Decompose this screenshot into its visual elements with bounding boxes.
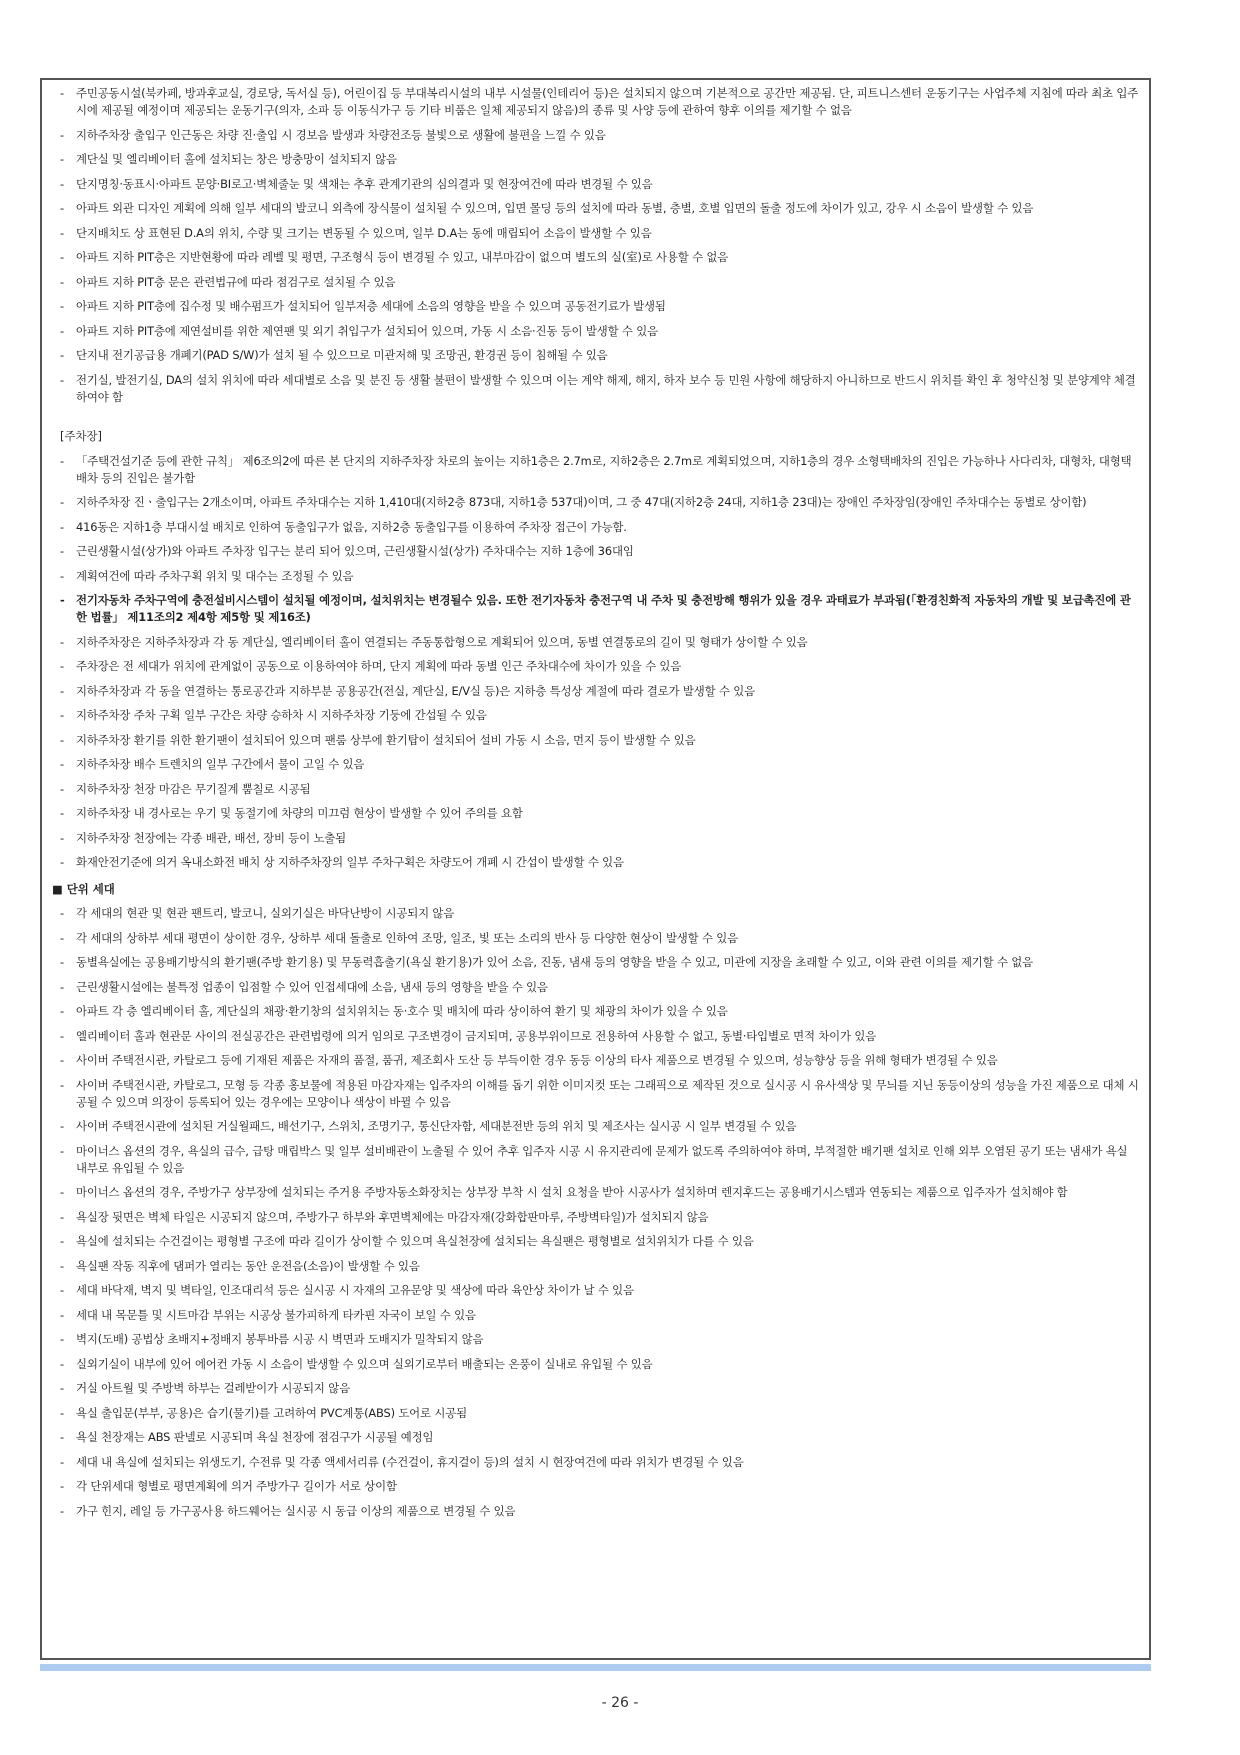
notice-text: 전기자동차 주차구역에 충전설비시스템이 설치될 예정이며, 설치위치는 변경될수 있음. 또한 전기자동차 충전구역 내 주차 및 충전방해 행위가 있을 경우 과태료가 부과됨(「환경친화적 자동차의 개발 및 보급촉진에 관한 법률」 제11조의2 제4항 제5항 및 제16조) — [76, 593, 1131, 624]
bullet-dash: - — [60, 1258, 64, 1273]
bullet-dash: - — [60, 86, 64, 100]
notice-text: 지하주차장 주차 구획 일부 구간은 차량 승하차 시 지하주차장 기둥에 간섭될 수 있음 — [76, 708, 487, 722]
bullet-dash: - — [60, 1143, 64, 1158]
bullet-dash: - — [60, 708, 64, 722]
notice-item — [60, 1405, 1139, 1422]
notice-text: 욕실 출입문(부부, 공용)은 습기(물기)를 고려하여 PVC계통(ABS) 도어로 시공됨 — [76, 1405, 467, 1420]
notice-text: 세대 내 욕실에 설치되는 위생도기, 수전류 및 각종 액세서리류 (수건걸이, 휴지걸이 등)의 설치 시 현장여건에 따라 위치가 변경될 수 있음 — [76, 1454, 744, 1469]
page-number: - 26 - — [601, 1695, 639, 1711]
notice-text: 단지명칭·동표시·아파트 문양·BI로고·벽체줄눈 및 색채는 추후 관계기관의 심의결과 및 현장여건에 따라 변경될 수 있음 — [76, 176, 653, 191]
bullet-dash: - — [60, 1053, 64, 1067]
bullet-dash: - — [60, 1234, 64, 1248]
notice-item — [60, 1143, 1139, 1177]
bullet-dash: - — [60, 1077, 64, 1092]
notice-text: 단지배치도 상 표현된 D.A의 위치, 수량 및 크기는 변동될 수 있으며, 일부 D.A는 동에 매립되어 소음이 발생할 수 있음 — [76, 225, 652, 240]
notice-item — [60, 979, 1139, 996]
notice-text: 지하주차장 내 경사로는 우기 및 동절기에 차량의 미끄럼 현상이 발생할 수 있어 주의를 요함 — [76, 806, 523, 820]
notice-item — [60, 200, 1139, 217]
notice-text: 아파트 지하 PIT층은 지반현황에 따라 레벨 및 평면, 구조형식 등이 변경될 수 있고, 내부마감이 없으며 별도의 실(室)로 사용할 수 없음 — [76, 250, 729, 264]
section-heading: [주차장] — [60, 428, 102, 443]
bullet-dash: - — [60, 544, 64, 558]
bullet-dash: - — [60, 683, 64, 698]
notice-item — [60, 85, 1139, 119]
notice-item — [60, 930, 1139, 947]
notice-item — [60, 830, 1139, 847]
notice-text: 마이너스 옵션의 경우, 욕실의 급수, 급탕 매립박스 및 일부 설비배관이 노출될 수 있어 추후 입주자 시공 시 유지관리에 문제가 없도록 주의하여야 하며, 부적절한 배기팬 설치로 인해 외부 오염된 공기 또는 냄새가 욕실 내부로 유입될 수 있음 — [76, 1143, 1128, 1175]
notice-text: 실외기실이 내부에 있어 에어컨 가동 시 소음이 발생할 수 있으며 실외기로부터 배출되는 온풍이 실내로 유입될 수 있음 — [76, 1356, 653, 1371]
notice-item — [60, 176, 1139, 193]
notice-item — [60, 634, 1139, 651]
bullet-dash: - — [60, 1332, 64, 1346]
notice-text: 화재안전기준에 의거 옥내소화전 배치 상 지하주차장의 일부 주차구획은 차량도어 개폐 시 간섭이 발생할 수 있음 — [76, 855, 624, 869]
notice-item — [60, 1118, 1139, 1135]
notice-item — [60, 1184, 1139, 1201]
notice-text: 사이버 주택전시관에 설치된 거실월패드, 배선기구, 스위치, 조명기구, 통신단자함, 세대분전반 등의 위치 및 제조사는 실시공 시 일부 변경될 수 있음 — [76, 1119, 797, 1133]
notice-item — [60, 954, 1139, 971]
notice-item — [60, 1380, 1139, 1397]
notice-text: 벽지(도배) 공법상 초배지+정배지 봉투바름 시공 시 벽면과 도배지가 밀착되지 않음 — [76, 1332, 484, 1346]
notice-text: 아파트 외관 디자인 계획에 의해 일부 세대의 발코니 외측에 장식물이 설치될 수 있으며, 입면 몰딩 등의 설치에 따라 동별, 층별, 호별 입면의 돌출 정도에 차이가 있고, 강우 시 소음이 발생할 수 있음 — [76, 201, 1034, 215]
notice-text: 「주택건설기준 등에 관한 규칙」 제6조의2에 따른 본 단지의 지하주차장 차로의 높이는 지하1층은 2.7m로, 지하2층은 2.7m로 계획되었으며, 지하1층의 경우 소형택배차의 진입은 가능하나 사다리차, 대형차, 대형택배차 등의 진입은 불가함 — [76, 453, 1132, 485]
notice-text: 아파트 각 층 엘리베이터 홀, 계단실의 채광·환기창의 설치위치는 동·호수 및 배치에 따라 상이하여 환기 및 채광의 차이가 있을 수 있음 — [76, 1004, 728, 1018]
notice-item — [60, 372, 1139, 406]
notice-content — [52, 85, 1139, 1520]
notice-item — [60, 854, 1139, 871]
bullet-dash: - — [60, 1119, 64, 1133]
bullet-dash: - — [60, 519, 64, 534]
notice-text: 근린생활시설(상가)와 아파트 주차장 입구는 분리 되어 있으며, 근린생활시설(상가) 주차대수는 지하 1층에 36대임 — [76, 544, 634, 558]
bullet-dash: - — [60, 1283, 64, 1297]
bullet-dash: - — [60, 274, 64, 289]
bullet-dash: - — [60, 1185, 64, 1199]
notice-text: 지하주차장은 지하주차장과 각 동 계단실, 엘리베이터 홀이 연결되는 주동통합형으로 계획되어 있으며, 동별 연결통로의 길이 및 형태가 상이할 수 있음 — [76, 634, 808, 649]
bullet-dash: - — [60, 1004, 64, 1018]
notice-item — [60, 323, 1139, 340]
notice-item — [60, 1478, 1139, 1495]
bullet-dash: - — [60, 568, 64, 583]
bullet-dash: - — [60, 979, 64, 994]
notice-text: 사이버 주택전시관, 카탈로그, 모형 등 각종 홍보물에 적용된 마감자재는 입주자의 이해를 돕기 위한 이미지컷 또는 그래픽으로 제작된 것으로 실시공 시 유사색상 및 무늬를 지닌 동등이상의 성능을 가진 제품으로 대체 시공될 수 있으며 의장이 등록되어 있는 경우에는 모양이나 색상이 바뀔 수 있음 — [76, 1077, 1139, 1109]
notice-text: 아파트 지하 PIT층에 제연설비를 위한 제연팬 및 외기 취입구가 설치되어 있으며, 가동 시 소음·진동 등이 발생할 수 있음 — [76, 323, 658, 338]
notice-text: 지하주차장과 각 동을 연결하는 통로공간과 지하부분 공용공간(전실, 계단실, E/V실 등)은 지하층 특성상 계절에 따라 결로가 발생할 수 있음 — [76, 683, 755, 698]
bullet-dash: - — [60, 659, 64, 673]
notice-item — [60, 568, 1139, 585]
notice-item — [60, 347, 1139, 364]
notice-text: 각 세대의 현관 및 현관 팬트리, 발코니, 실외기실은 바닥난방이 시공되지 않음 — [76, 906, 455, 920]
notice-item — [60, 249, 1139, 266]
notice-text: 416동은 지하1층 부대시설 배치로 인하여 동출입구가 없음, 지하2층 동출입구를 이용하여 주차장 접근이 가능함. — [76, 519, 627, 534]
bullet-dash: - — [60, 201, 64, 215]
notice-text: 사이버 주택전시관, 카탈로그 등에 기재된 제품은 자재의 품절, 품귀, 제조회사 도산 등 부득이한 경우 동등 이상의 타사 제품으로 변경될 수 있으며, 성능향상 등을 위해 형태가 변경될 수 있음 — [76, 1053, 998, 1067]
notice-item — [60, 151, 1139, 168]
notice-text: 동별욕실에는 공용배기방식의 환기팬(주방 환기용) 및 무동력흡출기(욕실 환기용)가 있어 소음, 진동, 냄새 등의 영향을 받을 수 있고, 미관에 지장을 초래할 수 있고, 이와 관련 이의를 제기할 수 없음 — [76, 955, 1034, 969]
notice-text: 가구 힌지, 레일 등 가구공사용 하드웨어는 실시공 시 동급 이상의 제품으로 변경될 수 있음 — [76, 1503, 516, 1518]
notice-item — [60, 298, 1139, 315]
bullet-dash: - — [60, 1307, 64, 1322]
notice-item — [60, 127, 1139, 144]
bullet-dash: - — [60, 830, 64, 845]
notice-item — [60, 1233, 1139, 1250]
notice-item — [60, 494, 1139, 511]
bullet-dash: - — [60, 225, 64, 240]
bullet-dash: - — [60, 906, 64, 920]
notice-item — [60, 683, 1139, 700]
bullet-dash: - — [60, 732, 64, 747]
notice-item — [60, 1052, 1139, 1069]
notice-item — [60, 756, 1139, 773]
notice-item — [60, 1209, 1139, 1226]
notice-text: 욕실에 설치되는 수건걸이는 평형별 구조에 따라 길이가 상이할 수 있으며 욕실천장에 설치되는 욕실팬은 평형별로 설치위치가 다를 수 있음 — [76, 1234, 754, 1248]
notice-item — [60, 805, 1139, 822]
notice-text: 엘리베이터 홀과 현관문 사이의 전실공간은 관련법령에 의거 임의로 구조변경이 금지되며, 공용부위이므로 전용하여 사용할 수 없고, 동별·타입별로 면적 차이가 있음 — [76, 1028, 877, 1043]
bullet-dash: - — [60, 127, 64, 142]
bullet-dash: - — [60, 1454, 64, 1469]
bullet-dash: - — [60, 781, 64, 796]
notice-item — [60, 1028, 1139, 1045]
bullet-dash: - — [60, 372, 64, 387]
notice-item — [60, 707, 1139, 724]
notice-text: 지하주차장 환기를 위한 환기팬이 설치되어 있으며 팬룸 상부에 환기탑이 설치되어 설비 가동 시 소음, 먼지 등이 발생할 수 있음 — [76, 732, 696, 747]
bullet-dash: - — [60, 634, 64, 649]
content-frame — [40, 78, 1151, 1660]
notice-text: 근린생활시설에는 불특정 업종이 입점할 수 있어 인접세대에 소음, 냄새 등의 영향을 받을 수 있음 — [76, 979, 548, 994]
notice-item — [60, 1454, 1139, 1471]
notice-item — [60, 658, 1139, 675]
notice-text: 마이너스 옵션의 경우, 주방가구 상부장에 설치되는 주거용 주방자동소화장치는 상부장 부착 시 설치 요청을 받아 시공사가 설치하며 렌지후드는 공용배기시스템과 연동되는 제품으로 입주자가 설치해야 함 — [76, 1185, 1068, 1199]
bullet-dash: - — [60, 250, 64, 264]
notice-text: 세대 바닥재, 벽지 및 벽타일, 인조대리석 등은 실시공 시 자재의 고유문양 및 색상에 따라 육안상 차이가 날 수 있음 — [76, 1283, 634, 1297]
bullet-dash: - — [60, 1405, 64, 1420]
notice-text: 지하주차장 배수 트렌치의 일부 구간에서 물이 고일 수 있음 — [76, 757, 365, 771]
bullet-dash: - — [60, 152, 64, 166]
notice-text: 아파트 지하 PIT층에 집수정 및 배수펌프가 설치되어 일부저층 세대에 소음의 영향을 받을 수 있으며 공동전기료가 발생됨 — [76, 299, 666, 313]
notice-item — [60, 225, 1139, 242]
notice-item — [60, 1258, 1139, 1275]
bullet-dash: - — [60, 955, 64, 969]
notice-text: 세대 내 목문틀 및 시트마감 부위는 시공상 불가피하게 타카핀 자국이 보일 수 있음 — [76, 1307, 476, 1322]
footer-bar — [40, 1664, 1151, 1671]
notice-item — [60, 453, 1139, 487]
notice-item — [60, 1356, 1139, 1373]
notice-text: 욕실장 뒷면은 벽체 타일은 시공되지 않으며, 주방가구 하부와 후면벽체에는 마감자재(강화합판마루, 주방벽타일)가 설치되지 않음 — [76, 1209, 709, 1224]
notice-item — [60, 1077, 1139, 1111]
notice-text: 계획여건에 따라 주차구획 위치 및 대수는 조정될 수 있음 — [76, 568, 354, 583]
bullet-dash: - — [60, 757, 64, 771]
bullet-dash: - — [60, 1503, 64, 1518]
notice-text: 지하주차장 출입구 인근동은 차량 진·출입 시 경보음 발생과 차량전조등 불빛으로 생활에 불편을 느낄 수 있음 — [76, 127, 606, 142]
bullet-dash: - — [60, 495, 64, 509]
bullet-dash: - — [60, 453, 64, 468]
bullet-dash: - — [60, 930, 64, 945]
notice-item — [60, 1003, 1139, 1020]
notice-item — [60, 1503, 1139, 1520]
notice-item — [60, 543, 1139, 560]
bullet-dash: - — [60, 855, 64, 869]
notice-item — [60, 732, 1139, 749]
bullet-dash: - — [60, 176, 64, 191]
notice-item — [60, 1429, 1139, 1446]
bullet-dash: - — [60, 1430, 64, 1444]
notice-item — [60, 592, 1139, 626]
notice-text: 전기실, 발전기실, DA의 설치 위치에 따라 세대별로 소음 및 분진 등 생활 불편이 발생할 수 있으며 이는 계약 해제, 해지, 하자 보수 등 민원 사항에 해당하지 아니하므로 반드시 위치를 확인 후 청약신청 및 분양계약 체결하여야 함 — [76, 372, 1136, 404]
bullet-dash: - — [60, 1381, 64, 1395]
notice-item — [60, 1282, 1139, 1299]
bullet-dash: - — [60, 806, 64, 820]
bullet-dash: - — [60, 1356, 64, 1371]
notice-text: 계단실 및 엘리베이터 홀에 설치되는 창은 방충망이 설치되지 않음 — [76, 152, 397, 166]
bullet-dash: - — [60, 1028, 64, 1043]
notice-item — [60, 1307, 1139, 1324]
notice-text: 각 단위세대 형별로 평면계획에 의거 주방가구 길이가 서로 상이함 — [76, 1479, 397, 1493]
notice-text: 주민공동시설(북카페, 방과후교실, 경로당, 독서실 등), 어린이집 등 부대복리시설의 내부 시설물(인테리어 등)은 설치되지 않으며 기본적으로 공간만 제공됨. 단, 피트니스센터 운동기구는 사업주체 지침에 따라 최초 입주 시에 제공될 예정이며 제공되는 운동기구(의자, 소파 등 이동식가구 등 기타 비품은 일체 제공되지 않음)의 종류 및 사양 등에 관하여 향후 이의를 제기할 수 없음 — [76, 86, 1139, 117]
notice-item — [60, 519, 1139, 536]
notice-text: 지하주차장 천장 마감은 무기질계 뿜칠로 시공됨 — [76, 781, 311, 796]
notice-text: 욕실팬 작동 직후에 댐퍼가 열리는 동안 운전음(소음)이 발생할 수 있음 — [76, 1258, 420, 1273]
bullet-dash: - — [60, 348, 64, 362]
notice-text: 각 세대의 상하부 세대 평면이 상이한 경우, 상하부 세대 돌출로 인하여 조망, 일조, 빛 또는 소리의 반사 등 다양한 현상이 발생할 수 있음 — [76, 930, 738, 945]
bullet-dash: - — [60, 593, 65, 607]
notice-item — [60, 274, 1139, 291]
notice-item — [60, 905, 1139, 922]
notice-item — [60, 1331, 1139, 1348]
notice-text: 단지내 전기공급용 개폐기(PAD S/W)가 설치 될 수 있으므로 미관저해 및 조망권, 환경권 등이 침해될 수 있음 — [76, 348, 608, 362]
bullet-dash: - — [60, 1479, 64, 1493]
notice-text: 지하주차장 천장에는 각종 배관, 배선, 장비 등이 노출됨 — [76, 830, 347, 845]
bullet-dash: - — [60, 323, 64, 338]
bullet-dash: - — [60, 1209, 64, 1224]
bullet-dash: - — [60, 299, 64, 313]
notice-item — [60, 781, 1139, 798]
notice-text: 지하주차장 진ㆍ출입구는 2개소이며, 아파트 주차대수는 지하 1,410대(지하2층 873대, 지하1층 537대)이며, 그 중 47대(지하2층 24대, 지하1층 23대)는 장애인 주차장임(장애인 주차대수는 동별로 상이함) — [76, 495, 1087, 509]
section-sub-heading: ■ 단위 세대 — [52, 882, 115, 896]
notice-text: 거실 아트월 및 주방벽 하부는 걸레받이가 시공되지 않음 — [76, 1381, 350, 1395]
notice-text: 욕실 천장재는 ABS 판넬로 시공되며 욕실 천장에 점검구가 시공될 예정임 — [76, 1430, 434, 1444]
notice-text: 아파트 지하 PIT층 문은 관련법규에 따라 점검구로 설치될 수 있음 — [76, 274, 396, 289]
notice-text: 주차장은 전 세대가 위치에 관계없이 공동으로 이용하여야 하며, 단지 계획에 따라 동별 인근 주차대수에 차이가 있을 수 있음 — [76, 659, 682, 673]
